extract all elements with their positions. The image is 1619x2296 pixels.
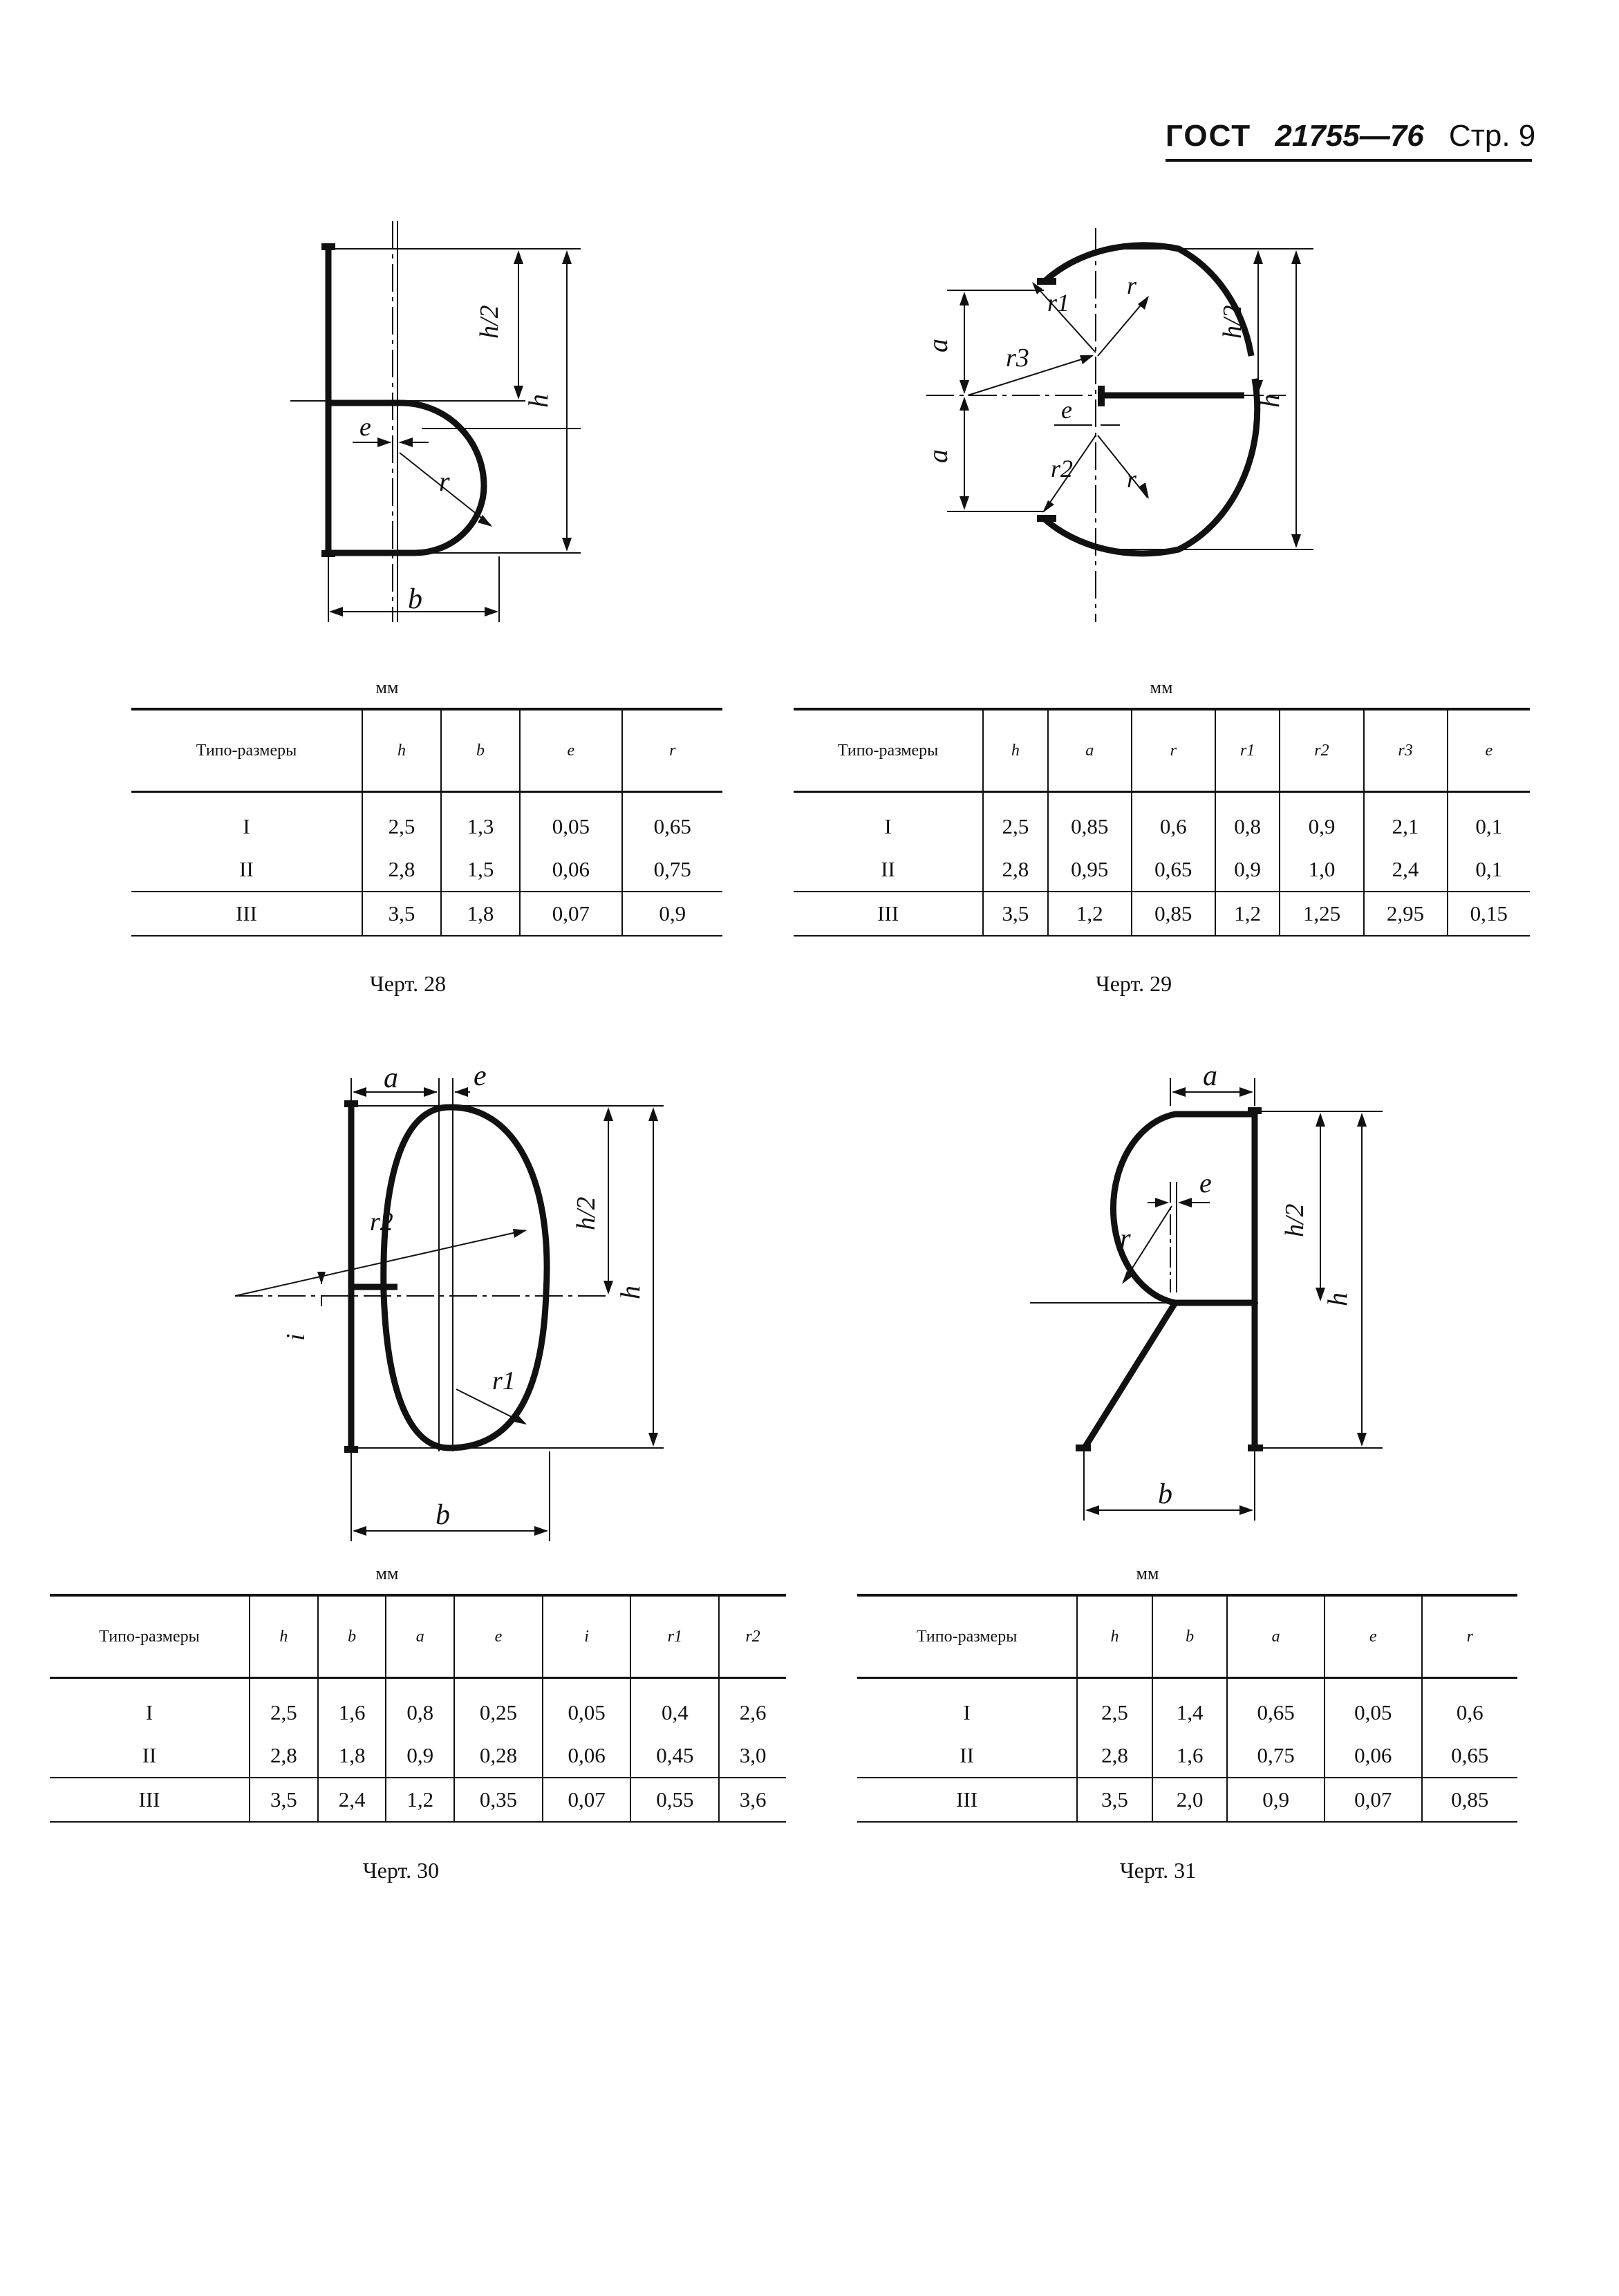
cell: 0,9 bbox=[1227, 1778, 1325, 1822]
page-header bbox=[1166, 119, 1536, 162]
cell: 1,2 bbox=[1215, 892, 1280, 936]
col-header: b bbox=[318, 1595, 386, 1678]
cell: I bbox=[243, 814, 250, 838]
cell: 0,9 bbox=[386, 1734, 454, 1778]
cell: 3,5 bbox=[362, 892, 441, 936]
cell: 0,6 bbox=[1132, 792, 1215, 849]
label-i: i bbox=[281, 1333, 310, 1341]
cell: III bbox=[131, 892, 362, 936]
col-header: a bbox=[1048, 709, 1132, 792]
cell: 1,0 bbox=[1280, 848, 1363, 892]
cell: 3,6 bbox=[719, 1778, 786, 1822]
cell: 0,07 bbox=[520, 892, 622, 936]
label-h2: h/2 bbox=[572, 1196, 601, 1230]
cell: 3,5 bbox=[250, 1778, 318, 1822]
cell: 0,25 bbox=[454, 1678, 543, 1735]
col-header: e bbox=[1325, 1595, 1422, 1678]
col-header: r1 bbox=[630, 1595, 719, 1678]
cell: 0,4 bbox=[630, 1678, 719, 1735]
table-row bbox=[50, 1778, 786, 1822]
cell: 0,75 bbox=[622, 848, 722, 892]
label-b: b bbox=[436, 1499, 450, 1531]
col-header: h bbox=[1077, 1595, 1152, 1678]
cell: 1,6 bbox=[1152, 1734, 1228, 1778]
label-e: e bbox=[474, 1060, 487, 1092]
col-header: e bbox=[1448, 709, 1530, 792]
cell: 0,06 bbox=[1325, 1734, 1422, 1778]
cell: 0,8 bbox=[1215, 792, 1280, 849]
label-h: h bbox=[615, 1286, 646, 1299]
col-header: Типо-размеры bbox=[794, 709, 983, 792]
cell: 1,2 bbox=[1048, 892, 1132, 936]
label-r1: r1 bbox=[492, 1366, 516, 1395]
label-a: a bbox=[922, 339, 953, 352]
label-r: r bbox=[439, 466, 450, 497]
cell: 1,4 bbox=[1152, 1678, 1228, 1735]
cell: 0,05 bbox=[543, 1678, 631, 1735]
col-header: r3 bbox=[1364, 709, 1448, 792]
cell: I bbox=[884, 814, 892, 838]
cell: 3,5 bbox=[983, 892, 1048, 936]
label-r: r bbox=[1127, 272, 1137, 299]
cell: 3,5 bbox=[1077, 1778, 1152, 1822]
table-30 bbox=[50, 1594, 786, 1823]
col-header: h bbox=[362, 709, 441, 792]
label-h2: h/2 bbox=[475, 305, 504, 339]
label-h: h bbox=[523, 394, 554, 408]
label-b: b bbox=[1158, 1478, 1172, 1510]
cell: 1,25 bbox=[1280, 892, 1363, 936]
unit-label: мм bbox=[1136, 1563, 1159, 1583]
label-r2: r2 bbox=[1051, 455, 1074, 482]
cell: 0,85 bbox=[1422, 1778, 1518, 1822]
dim-r bbox=[1098, 297, 1148, 356]
cell: 0,05 bbox=[520, 792, 622, 849]
cell: 0,65 bbox=[622, 792, 722, 849]
table-row bbox=[794, 848, 1530, 892]
table-row bbox=[857, 1734, 1517, 1778]
label-r: r bbox=[1127, 465, 1137, 493]
drawing-28 bbox=[263, 207, 622, 636]
cell: 2,5 bbox=[1077, 1678, 1152, 1735]
cell: 0,9 bbox=[1215, 848, 1280, 892]
table-row bbox=[50, 1734, 786, 1778]
table-row bbox=[857, 1678, 1517, 1735]
cell: 0,9 bbox=[622, 892, 722, 936]
label-e: e bbox=[359, 413, 371, 442]
cell: 0,06 bbox=[543, 1734, 631, 1778]
cell: 0,05 bbox=[1325, 1678, 1422, 1735]
table-29 bbox=[794, 708, 1530, 937]
page-number: Стр. 9 bbox=[1448, 119, 1536, 153]
col-header: Типо-размеры bbox=[857, 1595, 1077, 1678]
cell: 1,6 bbox=[318, 1678, 386, 1735]
cell: 0,95 bbox=[1048, 848, 1132, 892]
caption: Черт. 31 bbox=[1119, 1858, 1197, 1883]
cell: 0,15 bbox=[1448, 892, 1530, 936]
label-b: b bbox=[408, 583, 422, 615]
cell: 0,65 bbox=[1132, 848, 1215, 892]
cell: 0,85 bbox=[1132, 892, 1215, 936]
col-header: i bbox=[543, 1595, 631, 1678]
cell: 2,1 bbox=[1364, 792, 1448, 849]
label-h2: h/2 bbox=[1218, 305, 1247, 339]
cell: 1,8 bbox=[441, 892, 520, 936]
unit-label: мм bbox=[1150, 677, 1173, 697]
cell: 2,8 bbox=[1077, 1734, 1152, 1778]
cell: II bbox=[131, 848, 362, 892]
cell: 0,1 bbox=[1448, 848, 1530, 892]
cell: III bbox=[857, 1778, 1077, 1822]
table-row bbox=[794, 892, 1530, 936]
cell: 0,9 bbox=[1280, 792, 1363, 849]
col-header: r bbox=[1132, 709, 1215, 792]
unit-label: мм bbox=[375, 1563, 399, 1583]
standard-number: 21755—76 bbox=[1275, 119, 1424, 153]
cell: III bbox=[794, 892, 983, 936]
label-r: r bbox=[1120, 1223, 1131, 1254]
table-row bbox=[50, 1678, 786, 1735]
caption: Черт. 29 bbox=[1095, 971, 1172, 996]
cell: 0,45 bbox=[630, 1734, 719, 1778]
cell: 0,65 bbox=[1227, 1678, 1325, 1735]
table-row bbox=[131, 792, 722, 849]
cell: 1,8 bbox=[318, 1734, 386, 1778]
col-header: b bbox=[441, 709, 520, 792]
dim-r bbox=[1098, 435, 1148, 498]
label-r2: r2 bbox=[370, 1207, 393, 1236]
cell: 0,6 bbox=[1422, 1678, 1518, 1735]
col-header: h bbox=[983, 709, 1048, 792]
col-header: e bbox=[520, 709, 622, 792]
table-row bbox=[131, 848, 722, 892]
cell: II bbox=[857, 1734, 1077, 1778]
cell: 0,28 bbox=[454, 1734, 543, 1778]
cell: 1,2 bbox=[386, 1778, 454, 1822]
col-header: a bbox=[1227, 1595, 1325, 1678]
table-31 bbox=[857, 1594, 1517, 1823]
cell: II bbox=[50, 1734, 250, 1778]
col-header: a bbox=[386, 1595, 454, 1678]
table-row bbox=[794, 792, 1530, 849]
cell: 2,5 bbox=[250, 1678, 318, 1735]
cell: 0,8 bbox=[386, 1678, 454, 1735]
cell: 0,07 bbox=[543, 1778, 631, 1822]
cell: 2,4 bbox=[318, 1778, 386, 1822]
label-a: a bbox=[922, 449, 953, 463]
col-header: r bbox=[1422, 1595, 1518, 1678]
cell: I bbox=[145, 1700, 153, 1724]
cell: 0,06 bbox=[520, 848, 622, 892]
cell: 2,8 bbox=[983, 848, 1048, 892]
cell: 2,95 bbox=[1364, 892, 1448, 936]
col-header: h bbox=[250, 1595, 318, 1678]
label-a: a bbox=[384, 1062, 398, 1094]
cell: I bbox=[963, 1700, 971, 1724]
cell: 2,4 bbox=[1364, 848, 1448, 892]
label-h: h bbox=[1254, 394, 1285, 408]
drawing-29 bbox=[919, 207, 1334, 636]
cell: 2,5 bbox=[983, 792, 1048, 849]
col-header: Типо-размеры bbox=[131, 709, 362, 792]
table-row bbox=[131, 892, 722, 936]
cell: 0,1 bbox=[1448, 792, 1530, 849]
label-r1: r1 bbox=[1047, 289, 1070, 317]
cell: 1,3 bbox=[441, 792, 520, 849]
label-e: e bbox=[1199, 1167, 1212, 1198]
label-r3: r3 bbox=[1006, 344, 1029, 373]
cell: 0,35 bbox=[454, 1778, 543, 1822]
label-h: h bbox=[1322, 1292, 1353, 1306]
cell: III bbox=[50, 1778, 250, 1822]
cell: 2,8 bbox=[362, 848, 441, 892]
cell: 2,0 bbox=[1152, 1778, 1228, 1822]
col-header: r2 bbox=[1280, 709, 1363, 792]
col-header: r1 bbox=[1215, 709, 1280, 792]
caption: Черт. 30 bbox=[362, 1858, 440, 1883]
table-28 bbox=[131, 708, 722, 937]
cell: 0,55 bbox=[630, 1778, 719, 1822]
label-h2: h/2 bbox=[1280, 1203, 1309, 1237]
col-header: r2 bbox=[719, 1595, 786, 1678]
dim-r3 bbox=[968, 356, 1092, 395]
cell: 0,65 bbox=[1422, 1734, 1518, 1778]
cell: 0,85 bbox=[1048, 792, 1132, 849]
col-header: e bbox=[454, 1595, 543, 1678]
cell: II bbox=[794, 848, 983, 892]
unit-label: мм bbox=[375, 677, 399, 697]
label-a: a bbox=[1203, 1060, 1217, 1092]
cell: 2,8 bbox=[250, 1734, 318, 1778]
standard-label: ГОСТ bbox=[1166, 119, 1252, 153]
label-e: e bbox=[1061, 396, 1072, 424]
drawing-31 bbox=[1009, 1060, 1396, 1534]
drawing-30 bbox=[221, 1060, 677, 1534]
cell: 1,5 bbox=[441, 848, 520, 892]
table-row bbox=[857, 1778, 1517, 1822]
cell: 3,0 bbox=[719, 1734, 786, 1778]
cell: 2,5 bbox=[362, 792, 441, 849]
caption: Черт. 28 bbox=[369, 971, 447, 996]
cell: 0,07 bbox=[1325, 1778, 1422, 1822]
col-header: b bbox=[1152, 1595, 1228, 1678]
col-header: Типо-размеры bbox=[50, 1595, 250, 1678]
col-header: r bbox=[622, 709, 722, 792]
cell: 2,6 bbox=[719, 1678, 786, 1735]
cell: 0,75 bbox=[1227, 1734, 1325, 1778]
